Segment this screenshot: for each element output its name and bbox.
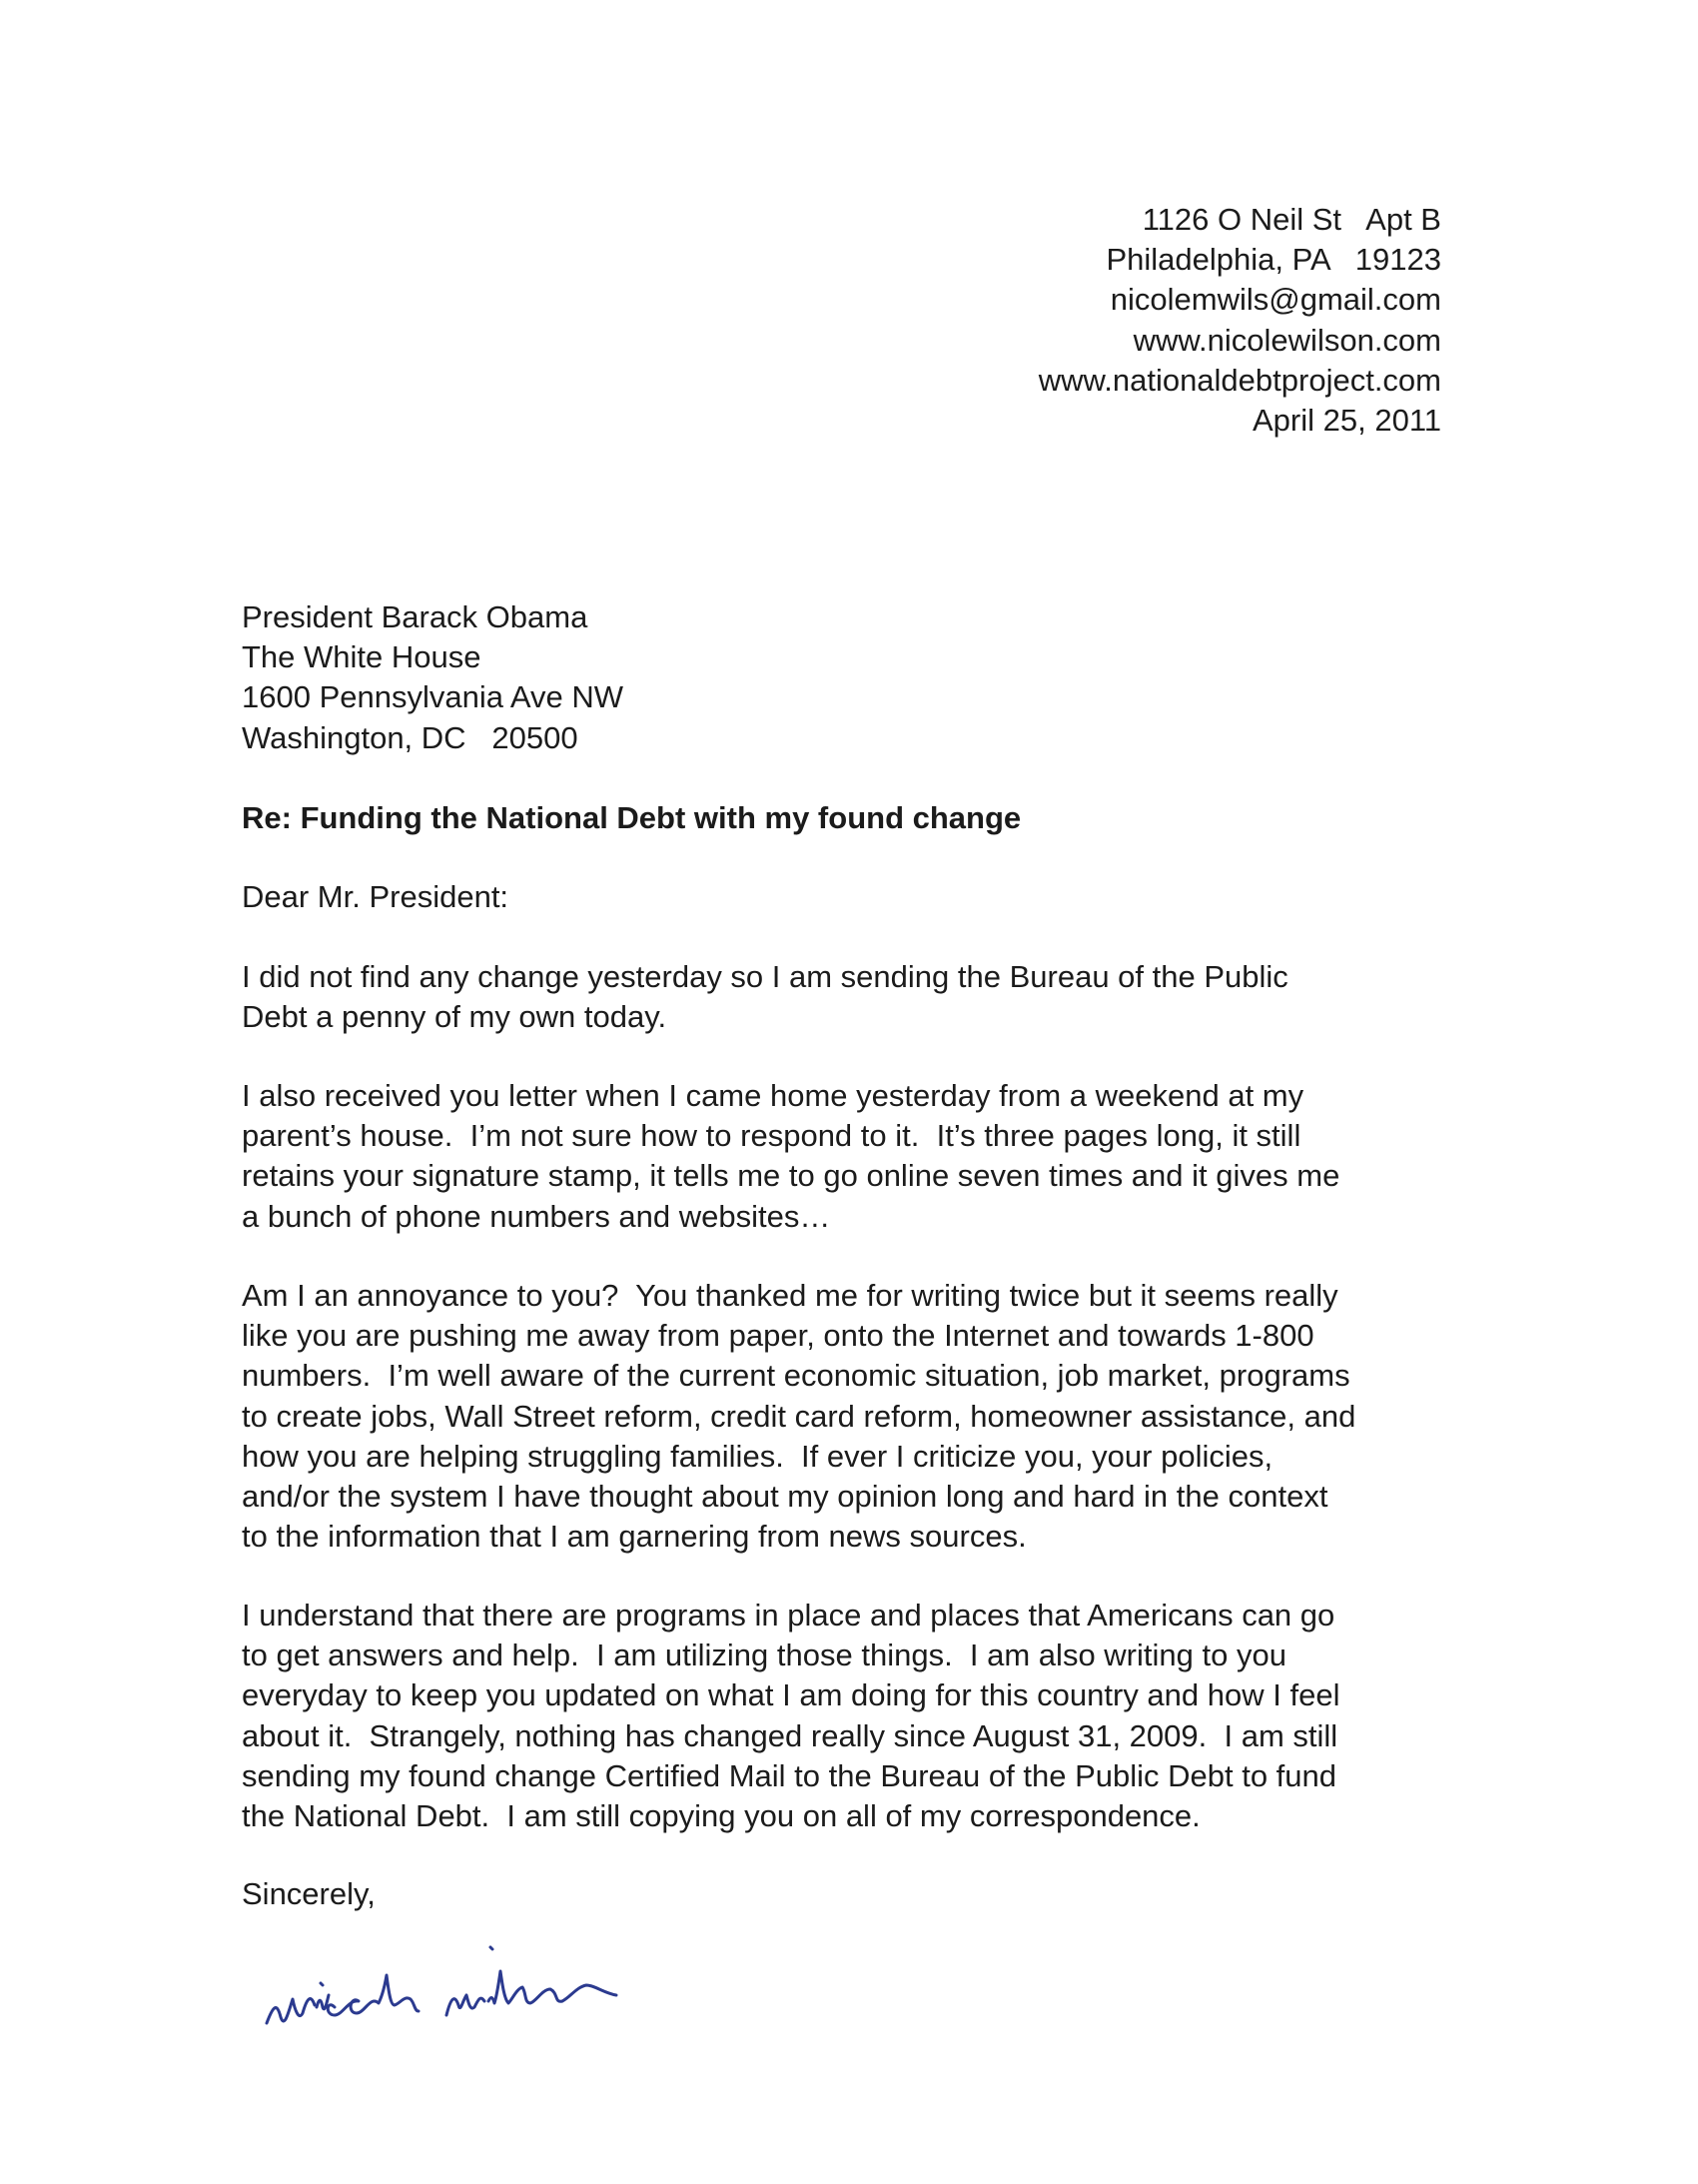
paragraph-line: sending my found change Certified Mail to the Bureau of the Public Debt to fund (242, 1757, 1337, 1793)
paragraph-line: I also received you letter when I came home yesterday from a weekend at my (242, 1078, 1304, 1113)
paragraph-line: parent’s house. I’m not sure how to respond to it. It’s three pages long, it still (242, 1118, 1301, 1154)
signature-stroke (490, 1947, 492, 1949)
recipient-block (242, 597, 623, 758)
paragraph-line: retains your signature stamp, it tells me to go online seven times and it gives me (242, 1158, 1340, 1194)
paragraph-line: to get answers and help. I am utilizing those things. I am also writing to you (242, 1638, 1286, 1673)
salutation: Dear Mr. President: (242, 879, 509, 914)
sender-website-2: www.nationaldebtproject.com (1038, 362, 1441, 398)
sender-address-line2: Philadelphia, PA 19123 (1106, 242, 1441, 278)
paragraph-line: and/or the system I have thought about my opinion long and hard in the context (242, 1479, 1328, 1515)
signature-stroke (267, 1999, 315, 2023)
signature-stroke (328, 1975, 419, 2015)
paragraph-line: the National Debt. I am still copying you on all of my correspondence. (242, 1798, 1201, 1834)
paragraph-line: a bunch of phone numbers and websites… (242, 1198, 831, 1234)
paragraph-line: numbers. I’m well aware of the current economic situation, job market, programs (242, 1358, 1350, 1394)
handwritten-signature (255, 1903, 694, 2043)
body-paragraph-4 (242, 1596, 1480, 1836)
sender-address-line1: 1126 O Neil St Apt B (1142, 202, 1441, 237)
subject-line: Re: Funding the National Debt with my found change (242, 800, 1022, 835)
paragraph-line: everyday to keep you updated on what I am doing for this country and how I feel (242, 1677, 1340, 1713)
paragraph-line: Debt a penny of my own today. (242, 999, 667, 1035)
sender-block (1039, 200, 1441, 441)
paragraph-line: Am I an annoyance to you? You thanked me for writing twice but it seems really (242, 1278, 1338, 1313)
recipient-city-line: Washington, DC 20500 (242, 719, 578, 755)
recipient-street: 1600 Pennsylvania Ave NW (242, 679, 623, 715)
sender-website-1: www.nicolewilson.com (1133, 322, 1441, 358)
closing: Sincerely, (242, 1876, 376, 1911)
body-paragraph-1 (242, 957, 1480, 1037)
paragraph-line: how you are helping struggling families. If ever I criticize you, your policies, (242, 1438, 1274, 1474)
paragraph-line: to create jobs, Wall Street reform, credit card reform, homeowner assistance, and (242, 1398, 1356, 1434)
letter-date: April 25, 2011 (1253, 403, 1441, 439)
signature-stroke (446, 1995, 484, 2015)
paragraph-line: to the information that I am garnering from news sources. (242, 1519, 1027, 1555)
signature-stroke (488, 1971, 616, 2003)
recipient-name: President Barack Obama (242, 599, 588, 634)
signature-stroke (321, 1983, 323, 1985)
body-paragraph-2 (242, 1076, 1480, 1237)
body-paragraph-3 (242, 1276, 1480, 1557)
paragraph-line: about it. Strangely, nothing has changed really since August 31, 2009. I am still (242, 1717, 1338, 1753)
paragraph-line: like you are pushing me away from paper, onto the Internet and towards 1-800 (242, 1318, 1314, 1354)
paragraph-line: I understand that there are programs in place and places that Americans can go (242, 1598, 1335, 1633)
paragraph-line: I did not find any change yesterday so I am sending the Bureau of the Public (242, 959, 1288, 994)
sender-email: nicolemwils@gmail.com (1110, 282, 1441, 318)
recipient-organization: The White House (242, 639, 481, 675)
